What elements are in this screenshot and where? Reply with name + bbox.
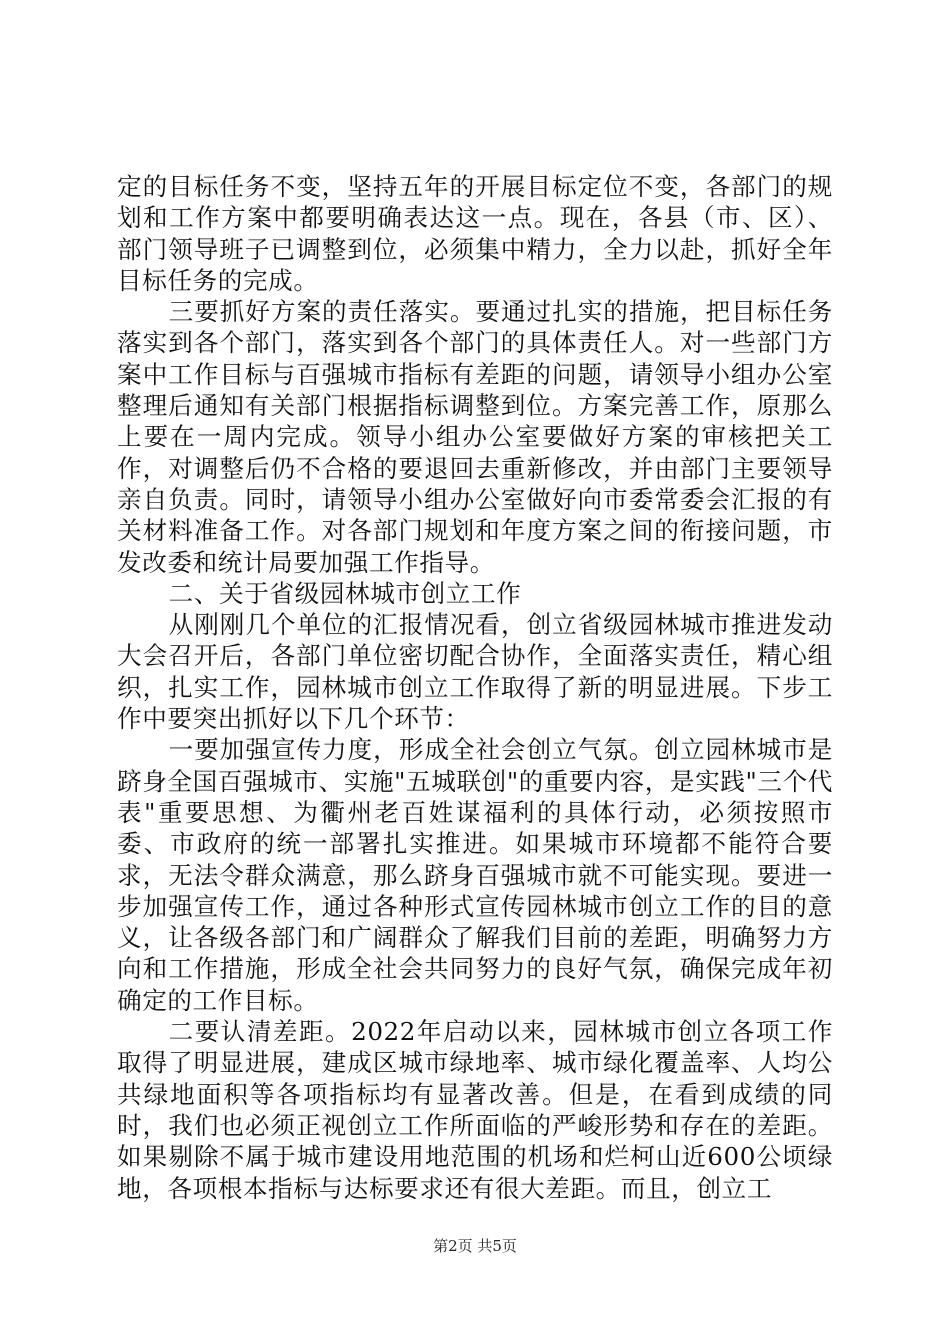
paragraph-publicity: 一要加强宣传力度，形成全社会创立气氛。创立园林城市是跻身全国百强城市、实施"五城联创"的重要内容，是实践"三个代表"重要思想、为衢州老百姓谋福利的具体行动，必须按照市委、市政府的统一部署扎实推进。如果城市环境都不能符合要求，无法令群众满意，那么跻身百强城市就不可能实现。要进一步加强宣传工作，通过各种形式宣传园林城市创立工作的目的意义，让各级各部门和广阔群众了解我们目前的差距，明确努力方向和工作措施，形成全社会共同努力的良好气氛，确保完成年初确定的工作目标。: [117, 735, 833, 1015]
paragraph-continuation: 定的目标任务不变，坚持五年的开展目标定位不变，各部门的规划和工作方案中都要明确表达这一点。现在，各县（市、区）、部门领导班子已调整到位，必须集中精力，全力以赴，抓好全年目标任务的完成。: [117, 172, 833, 295]
section-heading: 二、关于省级园林城市创立工作: [168, 578, 522, 608]
document-body: [117, 171, 833, 1204]
paragraph-responsibility: 三要抓好方案的责任落实。要通过扎实的措施，把目标任务落实到各个部门，落实到各个部门的具体责任人。对一些部门方案中工作目标与百强城市指标有差距的问题，请领导小组办公室整理后通知有关部门根据指标调整到位。方案完善工作，原那么上要在一周内完成。领导小组办公室要做好方案的审核把关工作，对调整后仍不合格的要退回去重新修改，并由部门主要领导亲自负责。同时，请领导小组办公室做好向市委常委会汇报的有关材料准备工作。对各部门规划和年度方案之间的衔接问题，市发改委和统计局要加强工作指导。: [117, 297, 833, 577]
paragraph-progress: 从刚刚几个单位的汇报情况看，创立省级园林城市推进发动大会召开后，各部门单位密切配合协作，全面落实责任，精心组织，扎实工作，园林城市创立工作取得了新的明显进展。下步工作中要突出抓好以下几个环节：: [117, 610, 833, 734]
page-number: 第2页 共5页: [433, 1237, 517, 1255]
paragraph-gap: 二要认清差距。2022年启动以来，园林城市创立各项工作取得了明显进展，建成区城市绿地率、城市绿化覆盖率、人均公共绿地面积等各项指标均有显著改善。但是，在看到成绩的同时，我们也必须正视创立工作所面临的严峻形势和存在的差距。如果剔除不属于城市建设用地范围的机场和烂柯山近600公顷绿地，各项根本指标与达标要求还有很大差距。而且，创立工: [117, 1017, 833, 1203]
